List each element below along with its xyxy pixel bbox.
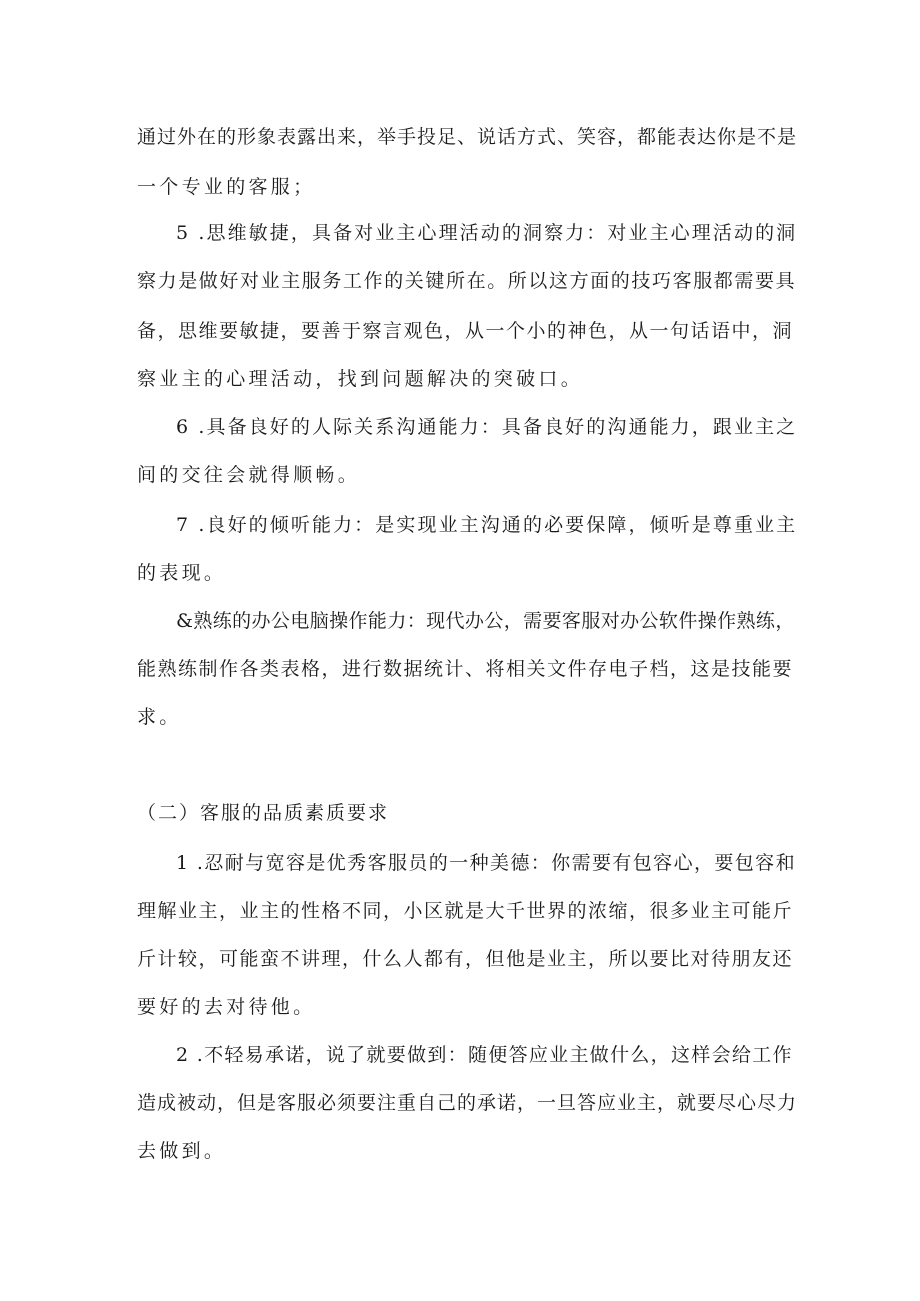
list-item-8-line: &熟练的办公电脑操作能力：现代办公，需要客服对办公软件操作熟练， — [176, 610, 795, 632]
paragraph-line: 造成被动，但是客服必须要注重自己的承诺，一旦答应业主，就要尽心尽力 — [137, 1092, 798, 1114]
paragraph-line: 理解业主，业主的性格不同，小区就是大千世界的浓缩，很多业主可能斤 — [137, 900, 794, 922]
paragraph-line: 察业主的心理活动，找到问题解决的突破口。 — [137, 368, 584, 390]
paragraph-line: 备，思维要敏捷，要善于察言观色，从一个小的神色，从一句话语中，洞 — [137, 320, 794, 342]
list-item-6-line: 6 .具备良好的人际关系沟通能力：具备良好的沟通能力，跟业主之 — [176, 416, 798, 438]
paragraph-line: 求。 — [137, 706, 182, 728]
paragraph-line: 一个专业的客服； — [137, 176, 316, 198]
paragraph-line: 要好的去对待他。 — [137, 996, 316, 1018]
paragraph-line: 斤计较，可能蛮不讲理，什么人都有，但他是业主，所以要比对待朋友还 — [137, 948, 794, 970]
paragraph-line: 能熟练制作各类表格，进行数据统计、将相关文件存电子档，这是技能要 — [137, 658, 794, 680]
section-heading: （二）客服的品质素质要求 — [137, 802, 390, 824]
quality-item-2-line: 2 .不轻易承诺，说了就要做到：随便答应业主做什么，这样会给工作 — [176, 1044, 793, 1066]
paragraph-line: 间的交往会就得顺畅。 — [137, 464, 361, 486]
paragraph-line: 去做到。 — [137, 1140, 227, 1162]
paragraph-line: 通过外在的形象表露出来，举手投足、说话方式、笑容，都能表达你是不是 — [137, 126, 798, 148]
list-item-5-line: 5 .思维敏捷，具备对业主心理活动的洞察力：对业主心理活动的洞 — [176, 222, 798, 244]
quality-item-1-line: 1 .忍耐与宽容是优秀客服员的一种美德：你需要有包容心，要包容和 — [176, 852, 796, 874]
paragraph-line: 的表现。 — [137, 562, 227, 584]
paragraph-line: 察力是做好对业主服务工作的关键所在。所以这方面的技巧客服都需要具 — [137, 270, 797, 292]
list-item-7-line: 7 .良好的倾听能力：是实现业主沟通的必要保障，倾听是尊重业主 — [176, 514, 798, 536]
